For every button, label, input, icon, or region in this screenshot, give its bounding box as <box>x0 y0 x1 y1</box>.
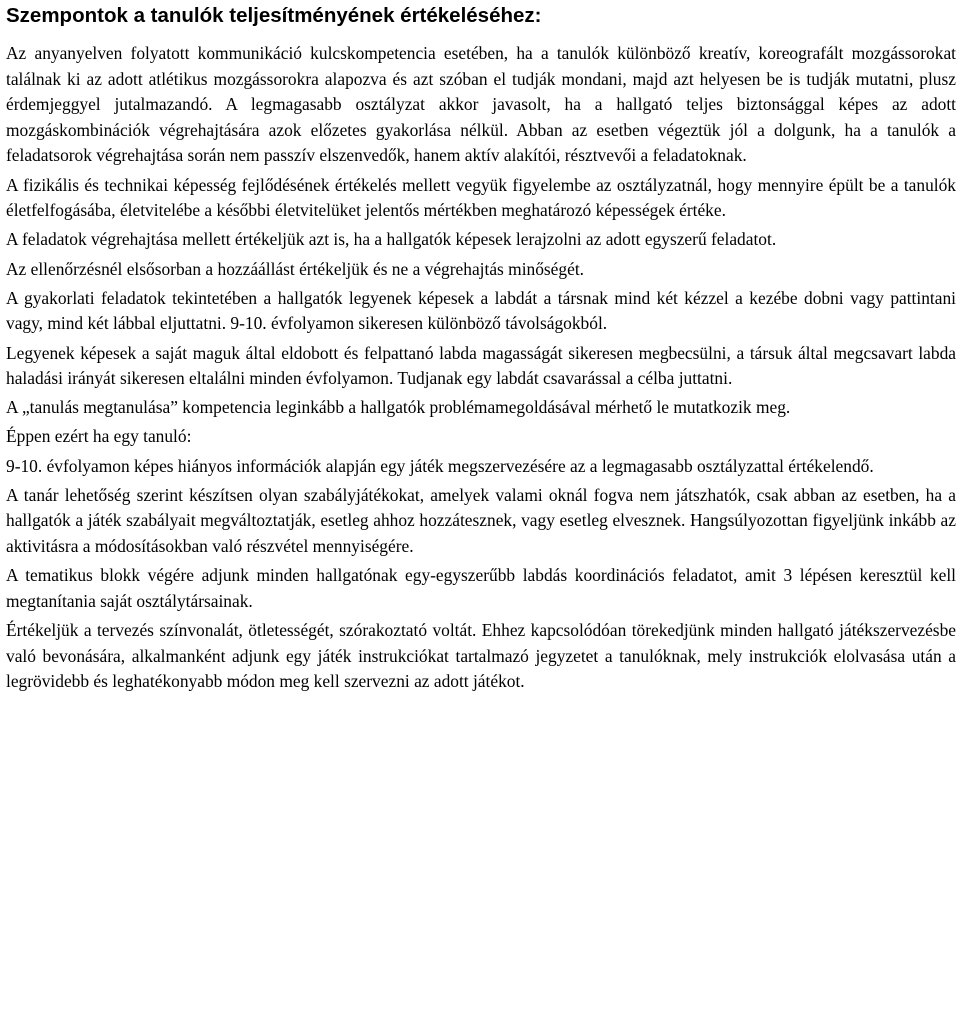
paragraph-9: 9-10. évfolyamon képes hiányos információk alapján egy játék megszervezésére az a legmagasabb osztályzattal értékelendő. <box>6 455 874 476</box>
paragraph-8: Éppen ezért ha egy tanuló: <box>6 426 192 447</box>
paragraph-4: Az ellenőrzésnél elsősorban a hozzáállást értékeljük és ne a végrehajtás minőségét. <box>6 258 584 279</box>
paragraph-11: A tematikus blokk végére adjunk minden hallgatónak egy-egyszerűbb labdás koordinációs feladatot, amit 3 lépésen keresztül kell megtanítania saját osztálytársainak. <box>6 565 956 611</box>
paragraph-3: A feladatok végrehajtása mellett értékeljük azt is, ha a hallgatók képesek lerajzolni az adott egyszerű feladatot. <box>6 229 777 250</box>
paragraph-1: Az anyanyelven folyatott kommunikáció kulcskompetencia esetében, ha a tanulók különböző kreatív, koreografált mozgássorokat találnak ki az adott atlétikus mozgássorokra alapozva és azt szóban el tudják mondani, majd azt helyesen be is tudják mutatni, plusz érdemjeggyel jutalmazandó. A legmagasabb osztályzat akkor javasolt, ha a hallgató teljes biztonsággal képes az adott mozgáskombinációk végrehajtására azok előzetes gyakorlása nélkül. Abban az esetben végeztük jól a dolgunk, ha a tanulók a feladatsorok végrehajtása során nem passzív elszenvedők, hanem aktív alakítói, résztvevői a feladatoknak. <box>6 43 956 166</box>
paragraph-6: Legyenek képesek a saját maguk által eldobott és felpattanó labda magasságát sikeresen megbecsülni, a társuk által megcsavart labda haladási irányát sikeresen eltalálni minden évfolyamon. Tudjanak egy labdát csavarással a célba juttatni. <box>6 342 956 389</box>
paragraph-5: A gyakorlati feladatok tekintetében a hallgatók legyenek képesek a labdát a társnak mind két kézzel a kezébe dobni vagy pattintani vagy, mind két lábbal eljuttatni. 9-10. évfolyamon sikeresen különböző távolságokból. <box>6 287 956 334</box>
paragraph-7: A „tanulás megtanulása” kompetencia leginkább a hallgatók problémamegoldásával mérhető le mutatkozik meg. <box>6 397 791 418</box>
paragraph-12: Értékeljük a tervezés színvonalát, ötletességét, szórakoztató voltát. Ehhez kapcsolódóan törekedjünk minden hallgató játékszervezésbe való bevonására, alkalmanként adjunk egy játék instrukciókat tartalmazó jegyzetet a tanulóknak, mely instrukciók elolvasása után a legrövidebb és leghatékonyabb módon meg kell szervezni az adott játékot. <box>6 620 956 692</box>
paragraph-2: A fizikális és technikai képesség fejlődésének értékelés mellett vegyük figyelembe az osztályzatnál, hogy mennyire épült be a tanulók életfelfogásába, életvitelébe a későbbi életvitelüket jelentős mértékben meghatározó képességek értéke. <box>6 174 956 221</box>
document-title: Szempontok a tanulók teljesítményének értékeléséhez: <box>6 4 542 27</box>
paragraph-10: A tanár lehetőség szerint készítsen olyan szabályjátékokat, amelyek valami oknál fogva nem játszhatók, csak abban az esetben, ha a hallgatók a játék szabályait megváltoztatják, esetleg ahhoz hozzátesznek, vagy esetleg elvesznek. Hangsúlyozottan figyeljünk inkább az aktivitásra a módosításokban való részvétel mennyiségére. <box>6 484 956 557</box>
